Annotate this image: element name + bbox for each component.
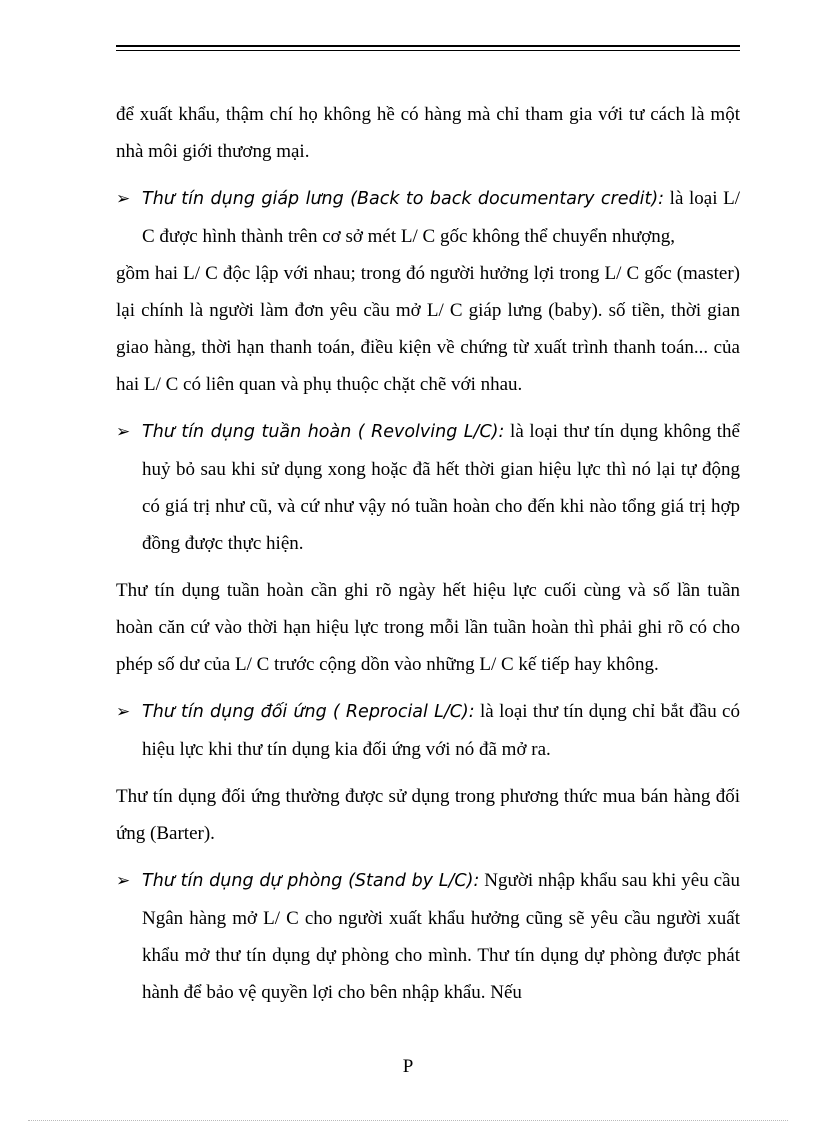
arrow-bullet-icon: ➢ <box>116 702 131 721</box>
page-bottom-divider <box>28 1120 788 1121</box>
paragraph-reciprocal-cont: Thư tín dụng đối ứng thường được sử dụng trong phương thức mua bán hàng đối ứng (Barter). <box>116 786 740 844</box>
arrow-bullet-icon: ➢ <box>116 871 131 890</box>
bullet-term: Thư tín dụng đối ứng ( Reprocial L/C): <box>142 702 475 722</box>
bullet-text: Người nhập khẩu sau khi yêu cầu Ngân hàng mở L/ C cho người xuất khẩu hưởng cũng sẽ yêu cầu người xuất khẩu mở thư tín dụng dự phòng cho mình. Thư tín dụng dự phòng được phát hành để bảo vệ quyền lợi cho bên nhập khẩu. Nếu <box>142 870 740 1003</box>
header-rule-thin <box>116 50 740 51</box>
document-body <box>116 96 740 1011</box>
bullet-term: Thư tín dụng tuần hoàn ( Revolving L/C): <box>142 422 505 442</box>
header-rule-thick <box>116 45 740 47</box>
bullet-text: là loại L/ C được hình thành trên cơ sở mét L/ C gốc không thể chuyển nhượng, <box>142 188 740 247</box>
bullet-term: Thư tín dụng dự phòng (Stand by L/C): <box>142 871 480 891</box>
paragraph-intro: để xuất khẩu, thậm chí họ không hề có hàng mà chỉ tham gia với tư cách là một nhà môi giới thương mại. <box>116 104 740 162</box>
arrow-bullet-icon: ➢ <box>116 422 131 441</box>
bullet-text: là loại thư tín dụng không thể huỷ bỏ sau khi sử dụng xong hoặc đã hết thời gian hiệu lực thì nó lại tự động có giá trị như cũ, và cứ như vậy nó tuần hoàn cho đến khi nào tổng giá trị hợp đồng được thực hiện. <box>142 421 740 554</box>
paragraph-back-to-back-cont: gồm hai L/ C độc lập với nhau; trong đó người hưởng lợi trong L/ C gốc (master) lại chính là người làm đơn yêu cầu mở L/ C giáp lưng (baby). số tiền, thời gian giao hàng, thời hạn thanh toán, điều kiện về chứng từ xuất trình thanh toán... của hai L/ C có liên quan và phụ thuộc chặt chẽ với nhau. <box>116 263 740 395</box>
bullet-revolving <box>116 413 740 562</box>
bullet-reciprocal <box>116 693 740 768</box>
bullet-term: Thư tín dụng giáp lưng (Back to back documentary credit): <box>142 189 665 209</box>
paragraph-revolving-cont: Thư tín dụng tuần hoàn cần ghi rõ ngày hết hiệu lực cuối cùng và số lần tuần hoàn căn cứ vào thời hạn hiệu lực trong mỗi lần tuần hoàn thì phải ghi rõ có cho phép số dư của L/ C trước cộng dồn vào những L/ C kế tiếp hay không. <box>116 580 740 675</box>
bullet-back-to-back <box>116 180 740 255</box>
page-footer-label: P <box>402 1056 414 1077</box>
bullet-standby <box>116 862 740 1011</box>
arrow-bullet-icon: ➢ <box>116 189 131 208</box>
bullet-text: là loại thư tín dụng chỉ bắt đầu có hiệu lực khi thư tín dụng kia đối ứng với nó đã mở ra. <box>142 701 740 760</box>
